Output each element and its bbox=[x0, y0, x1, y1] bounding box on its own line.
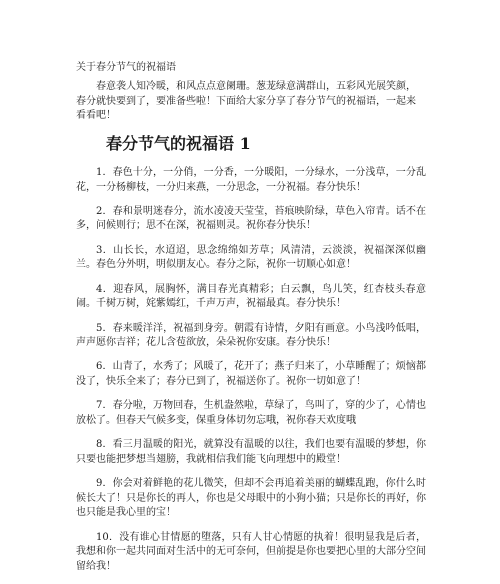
wish-item-4: 4．迎春风，展胸怀，满目春光真精彩；白云飘，鸟儿笑，红杏枝头春意闹。千树万树，姹紫嫣红，千声万声，祝福最真。春分快乐！ bbox=[76, 283, 426, 310]
wish-item-10: 10．没有谁心甘情愿的堕落，只有人甘心情愿的执着！很明显我是后者，我想和你一起共同面对生活中的无可奈何，但前提是你也要把心里的大部分空间留给我！ bbox=[76, 531, 426, 572]
wish-item-2: 2．春和景明迷春分，流水凌凌天莹莹，苔痕映阶绿，草色入帘青。话不在多，问候则行；思不在深，祝福则灵。祝你春分快乐！ bbox=[76, 205, 426, 232]
wish-item-7: 7．春分啦，万物回春，生机盎然啦，草绿了，鸟叫了，穿的少了，心情也放松了。但春天气候多变，保重身体切勿忘哦，祝你春天欢度哦 bbox=[76, 400, 426, 426]
wish-item-8: 8．看三月温暖的阳光，就算没有温暖的以往，我们也要有温暖的梦想，你只要也能把梦想当翅膀，我就相信我们能飞向理想中的殿堂！ bbox=[76, 439, 426, 465]
wish-item-3: 3．山长长，水迢迢，思念绵绵如芳草；风清清，云淡淡，祝福深深似幽兰。春色分外明，明似朋友心。春分之际，祝你一切顺心如意！ bbox=[76, 244, 426, 271]
wish-item-1: 1．春色十分，一分俏，一分香，一分暖阳，一分绿水，一分浅草，一分乱花，一分杨柳枝，一分归来燕，一分思念，一分祝福。春分快乐！ bbox=[76, 167, 426, 193]
section-heading: 春分节气的祝福语 1 bbox=[106, 134, 251, 153]
wish-list bbox=[76, 166, 426, 584]
wish-item-9: 9．你会对着鲜艳的花儿微笑，但却不会再追着美丽的蝴蝶乱跑，你什么时候长大了！只是你长的再人，你也是父母眼中的小狗小猫；只是你长的再好，你也只能是我心里的宝！ bbox=[76, 478, 426, 519]
intro-paragraph: 春意袭人知冷暖，和风点点意阑珊。葱茏绿意满群山，五彩风光展笑颜，春分就快要到了，要准备些啦！下面给大家分享了春分节气的祝福语，一起来看看吧！ bbox=[76, 81, 416, 121]
document-title: 关于春分节气的祝福语 bbox=[76, 62, 176, 73]
wish-item-6: 6．山青了，水秀了；风暖了，花开了；燕子归来了，小草睡醒了；烦恼都没了，快乐全来了；春分已到了，祝福送你了。祝你一切如意了！ bbox=[76, 361, 426, 387]
wish-item-5: 5．春来暖洋洋，祝福到身旁。朝霞有诗情，夕阳有画意。小鸟浅吟低唱，声声愿你吉祥；花儿含苞欲放，朵朵祝你安康。春分快乐！ bbox=[76, 322, 426, 349]
